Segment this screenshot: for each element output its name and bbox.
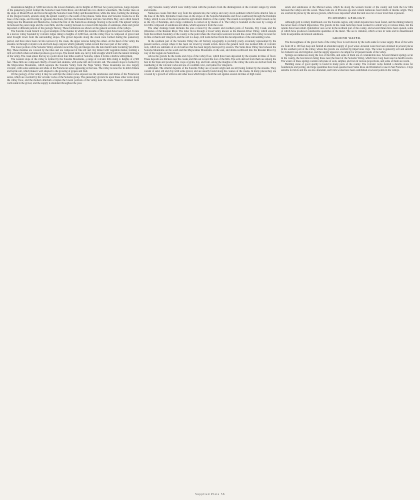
paragraph: Alluvium. The alluvial deposits of the Sonoma Valley are of recent origin and are still being formed by the streams. They consist of sand, silt and clay with some gravel, and are usually found along the courses of the creeks. In many places they are covered by a growth of willows and other trees which help to hold the soil against erosion in times of high water. [144,66,276,77]
paragraph: The other drainage basin includes the area covered by the eastern and northern parts of Sonoma, Dry Creek, and the tributaries of the Russian River. The latter flows through a broad valley known as the Russian River Valley, which extends from the northern boundary of the county to the point where the river turns westward toward the ocean. This valley is noted for its fine orchards and vineyards, and the soil is a deep, rich loam derived from the decomposition of the surrounding rocks. [144,27,276,40]
paragraph: sands and sandstones of the Merced series, which lie along the western border of the county and form the low hills between the valleys and the ocean. These beds are of Pliocene age and contain numerous fossil shells of marine origin. They are overlaid in places by the terrace gravels, which were deposited when the land stood at a lower level than at present. [281,6,413,16]
text-column [144,6,276,490]
section-heading: GROUND WATER. [332,36,362,41]
page-footer: Supplied Plate 56 [195,492,225,496]
paragraph: Springs are numerous along the foot of the hills, and some of them are of considerable size. Several mineral springs occur in the county, the best known being those near the head of the Sonoma Valley, which have long been used as health resorts. The waters of these springs contain carbonate of soda, sulphur, and iron in various proportions, and some of them are warm. [281,53,413,63]
paragraph: Numerous creeks find their way from the uplands into the valleys and carry down sediment which forms alluvial fans at the base of the hills. Petaluma Creek rises on the slopes of the Sonoma Mountains and flows southward through the Petaluma Valley, which is one of the most productive agricultural districts of the county. The stream is navigable for small vessels as far as the city of Petaluma, and a large commerce is carried on by means of it. The valley is bounded on the west by a range of low hills composed of sandstone and shale, which separate it from the coast. [144,12,276,28]
paragraph: In the southern part of the Sonoma Valley the old Tertiary topography is probably pretty accurately represented by the present surface, except where it has been cut down by stream action. Above the general level rise isolated hills of volcanic rock, which are remnants of an old surface that has been largely destroyed by erosion. The Santa Rosa Valley lies between the Sonoma Mountains on the south and the Mayacamas Mountains on the east, and drains northward into the Russian River by way of the Laguna de Santa Rosa. [144,39,276,55]
paragraph: The lower portion of the Sonoma Valley extends toward the bay and merges into the tule marsh lands bordering San Pablo Bay. These marshes are covered by the tides and are composed of fine silt and clay mixed with vegetable matter, forming a rich soil which when reclaimed produces good crops. The marsh lands are cut by tidal sloughs which form the natural drainage of the valley. The creek enters the bay at a point about four miles south of Sonoma, where it forms a shallow embayment. [7,45,139,58]
paragraph: Above the gravels lie the loams and clays of the valley floor, which have been deposited by the streams in times of flood. These deposits are thickest near the creeks and thin out toward the foot of the hills. The soils derived from them are among the best in the State and produce fine crops of grain, hay, and fruit. Along the margins of the valley the soils are derived from the weathering of the volcanic rocks and are of a reddish color, well suited for vineyards. [144,54,276,67]
paragraph: The Sonoma Creek branch is a good example of the manner in which the streams of this region have been formed. It runs in a narrow valley bounded by volcanic ridges rising to heights of 2,000 feet, and the valley floor is composed of gravel and sand brought down from the surrounding slopes. The gravel deposits along the creek were formed during the quaternary period, and have since been cut into terraces by the creek, the upper terraces being the oldest. At the head of the valley the streams cut through volcanic rock and form deep canyons which gradually widen toward the lower part of the valley. [7,30,139,46]
paragraph: The thoroughness of the gravel beds of the valley floor is well shown by the wells sunk for water supply. Most of the wells are from 20 to 100 feet deep and furnish an abundant supply of good water. Artesian water has been obtained in several places in the southern part of the valley, where the gravels are overlaid by impervious clays. The water is generally soft and suitable for domestic use and irrigation, and the supply appears to be ample for all present needs of the valley. [281,41,413,54]
paragraph: only Sonoma county which were visibly laden with the products from the disintegration of the volcanic ranges by winds and streams. [144,6,276,13]
section-heading: ECONOMIC GEOLOGY. [328,15,366,20]
text-column [7,6,139,490]
paragraph: Although gold is widely distributed over the Sonoma region, only small deposits have been found, and the mining industry has never been of much importance. The gravels in the creek beds have been worked in a small way at various times, but the returns have been small. Quicksilver ores occur in the northern part of the county, and several mines have been opened, some of which have produced considerable quantities of the metal. The ore is cinnabar, which occurs in veins and in disseminated form in serpentine and altered sandstone. [281,20,413,36]
paragraph: mountainous heights of 3,000 feet above the lowest channels, and to heights of 800 feet two years previous. Large deposits of the quaternary gravel formed the Sonoma Creek Table River, and divided into two distinct watersheds. The former rises on the slope of Mount Hood and flows through the Sonoma Creek Valley and Russian River, while the latter, forming the drainage of the Oregon branch, extends along the upland country to the south of the plateau. Santa Rosa and Sonoma Creek rise at the base of the range, and flowing in opposite directions, fall into the Russian River and into San Pablo Bay; and a third branch rising near the Mountain and Mendocino, formed the first of the Santa Rosa drainage flowing to the north. The upland valleys lie between the outer range and the coast hills, and the country between is covered with deposits of sandstone, shale and gravel deposited at different periods of the geologic history. These formations are shown on the general sections of the valleys. [7,6,139,31]
paragraph: Building stone of good quality is found in many parts of the county. The volcanic rocks furnish a durable stone for foundations and paving, and large quantities have been quarried near Santa Rosa and Petaluma for use in San Francisco. Clays suitable for brick and tile are also abundant, and brick works have been established at several points in the valleys. [281,62,413,72]
text-columns [7,6,413,490]
paragraph: The western slope of the valley is formed by the Sonoma Mountains, a range of volcanic hills rising to heights of 2,300 feet. These hills are composed chiefly of basalt and andesite, with some tuff and volcanic ash. The eastern slope is formed by the Mayacamas Mountains, which separate the Sonoma Valley from the Napa Valley. These mountains are also largely volcanic, with some sandstone and shale of the Franciscan series appearing at the base. The valley is noted for its mild climate and fertile soil, which make it well adapted to the growing of grapes and fruit. [7,57,139,73]
text-column [281,6,413,490]
paragraph: Of the geology of the valley it may be said that the oldest rocks exposed are the sandstones and shales of the Franciscan series, which are overlaid by the volcanic rocks of the Sonoma group. The quaternary gravels lie upon these older rocks along the valley floor, and the modern alluvium occupies the lowest portions of the valley near the creek. Water is obtained from wells sunk in the gravel, and the supply is abundant throughout the year. [7,73,139,86]
